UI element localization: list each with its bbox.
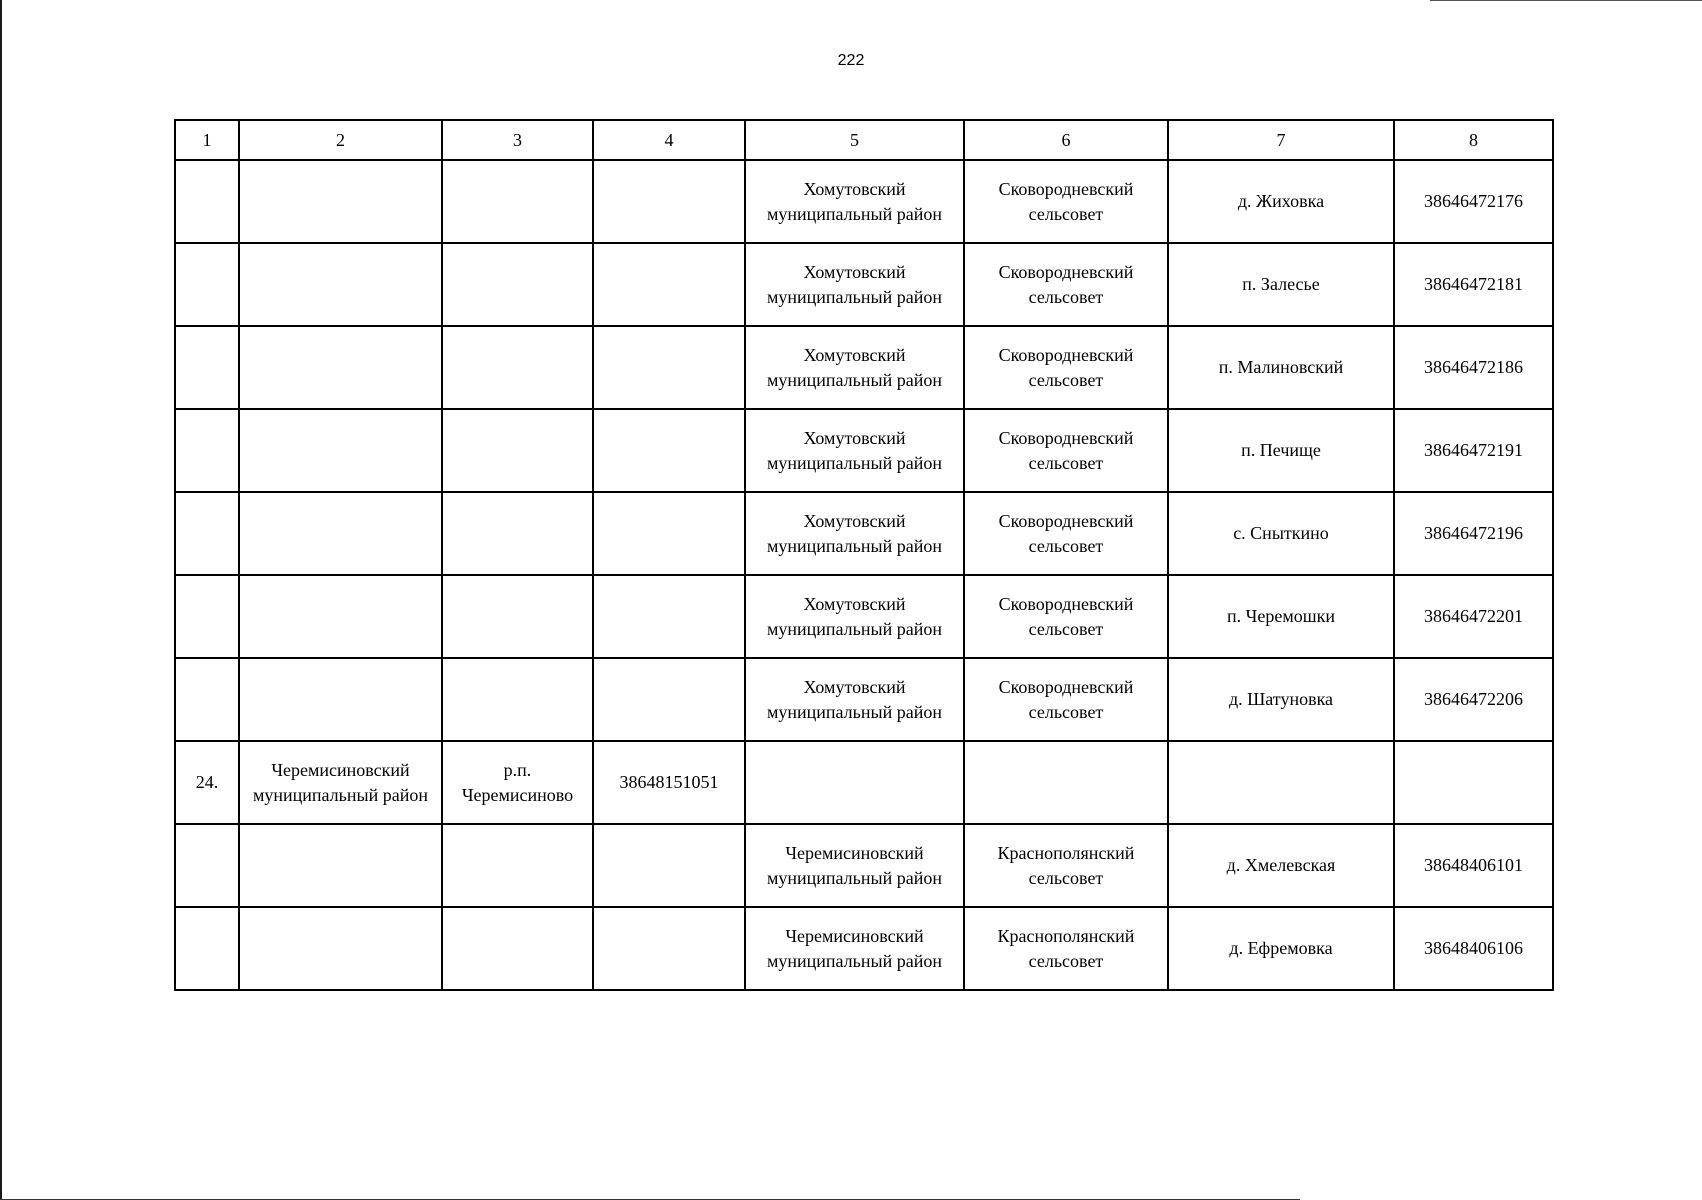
- column-header-8: 8: [1394, 120, 1553, 160]
- cell-center-code: [593, 575, 745, 658]
- cell-center-code: [593, 326, 745, 409]
- cell-number: [175, 492, 239, 575]
- cell-municipal-district: Хомутовский муниципальный район: [745, 326, 964, 409]
- cell-district: [239, 658, 442, 741]
- cell-district: [239, 907, 442, 990]
- cell-center-code: [593, 907, 745, 990]
- cell-municipal-district: Хомутовский муниципальный район: [745, 658, 964, 741]
- cell-center: [442, 658, 593, 741]
- cell-center-code: [593, 243, 745, 326]
- page-number: 222: [837, 52, 865, 69]
- cell-municipal-district: Хомутовский муниципальный район: [745, 492, 964, 575]
- cell-settlement: п. Малиновский: [1168, 326, 1394, 409]
- cell-district: [239, 575, 442, 658]
- cell-municipal-district: Хомутовский муниципальный район: [745, 409, 964, 492]
- cell-selsovet: Краснополянский сельсовет: [964, 907, 1168, 990]
- scan-edge-left: [0, 0, 2, 1200]
- table-row: [175, 409, 1553, 492]
- cell-municipal-district: Хомутовский муниципальный район: [745, 160, 964, 243]
- cell-selsovet: [964, 741, 1168, 824]
- column-header-1: 1: [175, 120, 239, 160]
- cell-selsovet: Сковородневский сельсовет: [964, 326, 1168, 409]
- cell-selsovet: Сковородневский сельсовет: [964, 492, 1168, 575]
- column-header-6: 6: [964, 120, 1168, 160]
- cell-code: 38646472191: [1394, 409, 1553, 492]
- cell-settlement: п. Черемошки: [1168, 575, 1394, 658]
- cell-district: [239, 326, 442, 409]
- cell-settlement: [1168, 741, 1394, 824]
- column-header-3: 3: [442, 120, 593, 160]
- cell-code: 38648406101: [1394, 824, 1553, 907]
- cell-selsovet: Сковородневский сельсовет: [964, 243, 1168, 326]
- cell-selsovet: Сковородневский сельсовет: [964, 575, 1168, 658]
- table-row: [175, 824, 1553, 907]
- cell-district: [239, 243, 442, 326]
- cell-code: 38648406106: [1394, 907, 1553, 990]
- data-table: [174, 119, 1554, 991]
- column-header-5: 5: [745, 120, 964, 160]
- cell-settlement: д. Шатуновка: [1168, 658, 1394, 741]
- cell-center: [442, 907, 593, 990]
- cell-center: [442, 160, 593, 243]
- header-row: [175, 120, 1553, 160]
- cell-center-code: 38648151051: [593, 741, 745, 824]
- table-row: [175, 326, 1553, 409]
- cell-municipal-district: Черемисиновский муниципальный район: [745, 907, 964, 990]
- cell-number: [175, 326, 239, 409]
- cell-code: 38646472186: [1394, 326, 1553, 409]
- cell-selsovet: Сковородневский сельсовет: [964, 658, 1168, 741]
- cell-center-code: [593, 824, 745, 907]
- cell-settlement: п. Залесье: [1168, 243, 1394, 326]
- cell-center: [442, 243, 593, 326]
- cell-number: [175, 575, 239, 658]
- column-header-4: 4: [593, 120, 745, 160]
- column-header-7: 7: [1168, 120, 1394, 160]
- cell-number: [175, 160, 239, 243]
- cell-center-code: [593, 409, 745, 492]
- cell-municipal-district: Черемисиновский муниципальный район: [745, 824, 964, 907]
- cell-code: 38646472176: [1394, 160, 1553, 243]
- cell-district: [239, 409, 442, 492]
- cell-center: [442, 824, 593, 907]
- table-header: [175, 120, 1553, 160]
- cell-municipal-district: [745, 741, 964, 824]
- cell-district: [239, 160, 442, 243]
- table-row: [175, 243, 1553, 326]
- cell-code: 38646472196: [1394, 492, 1553, 575]
- table-row: [175, 160, 1553, 243]
- cell-center: р.п. Черемисиново: [442, 741, 593, 824]
- scan-edge-top: [1430, 0, 1702, 1]
- column-header-2: 2: [239, 120, 442, 160]
- cell-settlement: п. Печище: [1168, 409, 1394, 492]
- table-body: [175, 160, 1553, 990]
- cell-center: [442, 575, 593, 658]
- cell-district: [239, 492, 442, 575]
- cell-number: 24.: [175, 741, 239, 824]
- cell-center-code: [593, 658, 745, 741]
- cell-settlement: д. Хмелевская: [1168, 824, 1394, 907]
- cell-number: [175, 243, 239, 326]
- cell-municipal-district: Хомутовский муниципальный район: [745, 575, 964, 658]
- table-row: [175, 492, 1553, 575]
- cell-center: [442, 492, 593, 575]
- cell-code: 38646472181: [1394, 243, 1553, 326]
- cell-center: [442, 409, 593, 492]
- table-row: [175, 575, 1553, 658]
- cell-center: [442, 326, 593, 409]
- table-row: [175, 658, 1553, 741]
- cell-number: [175, 658, 239, 741]
- cell-number: [175, 907, 239, 990]
- cell-settlement: с. Сныткино: [1168, 492, 1394, 575]
- cell-selsovet: Сковородневский сельсовет: [964, 160, 1168, 243]
- cell-number: [175, 409, 239, 492]
- cell-district: [239, 824, 442, 907]
- cell-code: [1394, 741, 1553, 824]
- cell-selsovet: Краснополянский сельсовет: [964, 824, 1168, 907]
- cell-settlement: д. Ефремовка: [1168, 907, 1394, 990]
- cell-code: 38646472201: [1394, 575, 1553, 658]
- table-row: [175, 741, 1553, 824]
- cell-number: [175, 824, 239, 907]
- cell-settlement: д. Жиховка: [1168, 160, 1394, 243]
- cell-center-code: [593, 160, 745, 243]
- cell-district: Черемисиновский муниципальный район: [239, 741, 442, 824]
- cell-selsovet: Сковородневский сельсовет: [964, 409, 1168, 492]
- cell-center-code: [593, 492, 745, 575]
- cell-code: 38646472206: [1394, 658, 1553, 741]
- table-row: [175, 907, 1553, 990]
- cell-municipal-district: Хомутовский муниципальный район: [745, 243, 964, 326]
